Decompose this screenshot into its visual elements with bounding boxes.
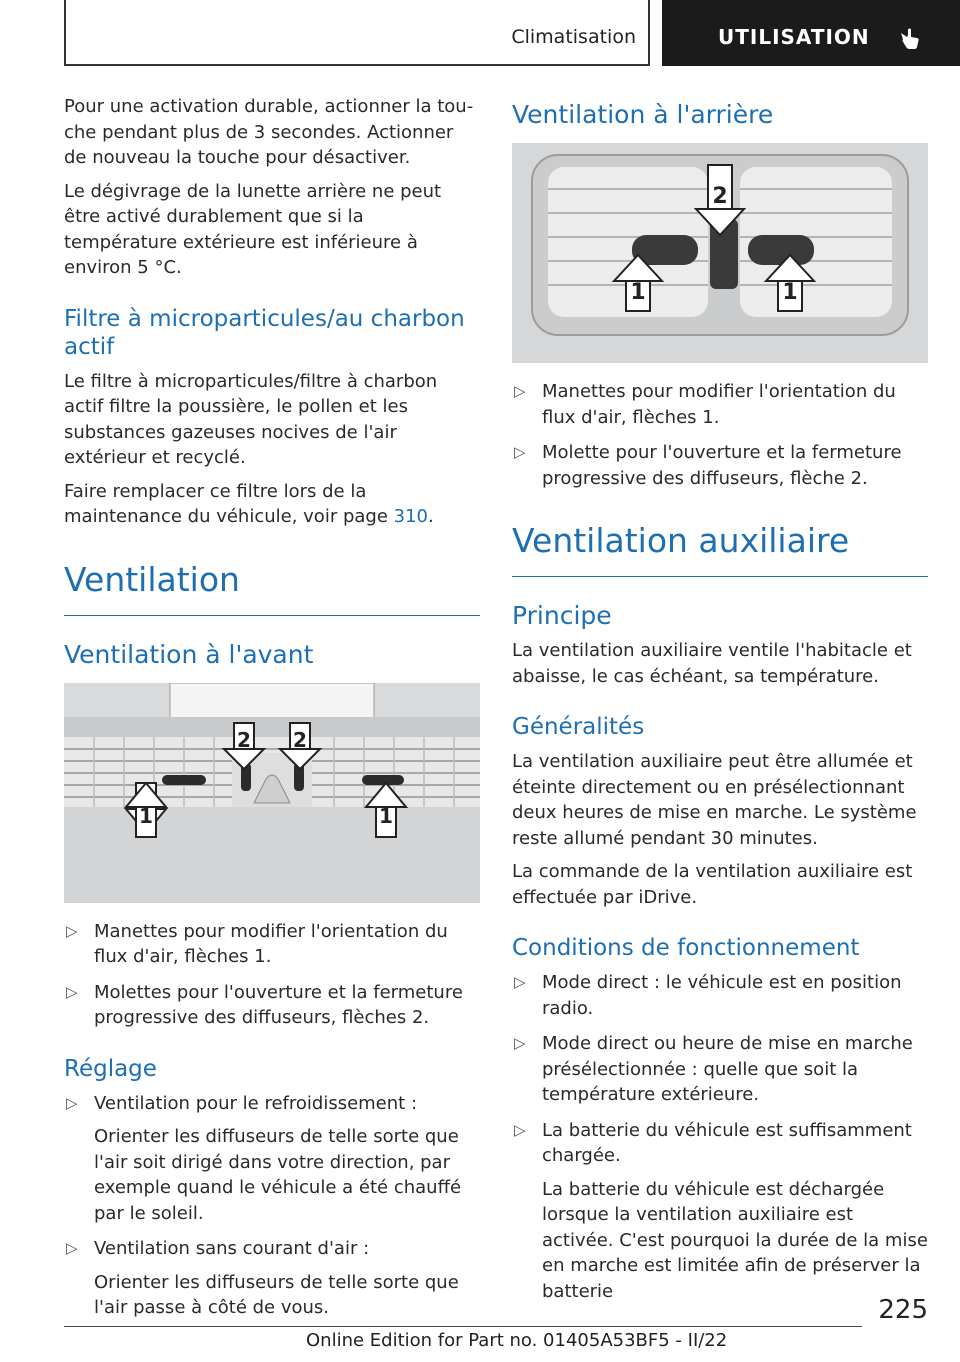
rear-vents-figure — [512, 143, 928, 363]
paragraph: Le dégivrage de la lunette arrière ne peut être activé durablement que si la température extérieure est inférieure à environ 5 °C. — [64, 180, 442, 278]
list-item-text: Molette pour l'ouverture et la fermeture progressive des diffuseurs, flèche 2. — [542, 442, 902, 489]
list-item — [512, 1118, 928, 1305]
front-heading: Ventilation à l'avant — [64, 639, 314, 669]
filter-heading: Filtre à microparticules/au charbon actif — [64, 305, 465, 360]
text: Faire remplacer ce filtre lors de la maintenance du véhicule, voir page — [64, 480, 394, 527]
header-chapter-tab — [662, 0, 960, 66]
paragraph — [64, 479, 480, 530]
list-item-text: La batterie du véhicule est suffisamment chargée. — [542, 1119, 912, 1166]
list-item — [512, 440, 928, 491]
rear-figure-label: 2 — [712, 184, 728, 209]
triangle-bullet-icon: ▷ — [514, 1120, 526, 1139]
front-figure-label: 2 — [293, 727, 307, 752]
triangle-bullet-icon: ▷ — [514, 973, 526, 991]
paragraph: Pour une activation durable, actionner la touche pendant plus de 3 secondes. Actionner de nouveau la touche pour désactiver. — [64, 96, 474, 168]
list-item — [512, 1031, 928, 1108]
front-figure-label: 1 — [379, 803, 393, 828]
generalites-heading: Généralités — [512, 714, 645, 740]
list-item-detail: La batterie du véhicule est déchargée lorsque la ventilation auxiliaire est activée. C'est pourquoi la durée de la mise en marche est limitée afin de préserver la batterie — [542, 1178, 928, 1302]
list-item-label: Ventilation pour le refroidissement : — [94, 1092, 418, 1114]
triangle-bullet-icon: ▷ — [66, 1093, 78, 1112]
list-item — [64, 980, 480, 1031]
triangle-bullet-icon: ▷ — [66, 921, 78, 940]
hand-pointer-icon — [898, 27, 922, 56]
list-item — [64, 1091, 480, 1227]
list-item-detail: Orienter les diffuseurs de telle sorte que l'air passe à côté de vous. — [94, 1271, 459, 1318]
rear-figure-label: 1 — [630, 280, 646, 305]
list-item-text: Mode direct ou heure de mise en marche présélectionnée : quelle que soit la température extérieure. — [542, 1033, 913, 1105]
section-heading-aux: Ventilation auxiliaire — [512, 521, 928, 577]
paragraph: La ventilation auxiliaire ventile l'habitacle et abaisse, le cas échéant, sa température. — [512, 640, 912, 687]
header-section-title: Climatisation — [511, 26, 636, 48]
header-chapter-title: UTILISATION — [718, 25, 870, 49]
rear-bullet-list — [512, 379, 928, 491]
rear-heading: Ventilation à l'arrière — [512, 100, 774, 129]
front-figure-label: 2 — [237, 727, 251, 752]
list-item-text: Molettes pour l'ouverture et la fermeture progressive des diffuseurs, flèches 2. — [94, 981, 463, 1028]
principe-heading: Principe — [512, 601, 612, 630]
triangle-bullet-icon: ▷ — [66, 1239, 78, 1257]
list-item-label: Ventilation sans courant d'air : — [94, 1238, 370, 1259]
footer-edition: Online Edition for Part no. 01405A53BF5 - II/22 — [306, 1330, 728, 1351]
right-column — [512, 94, 928, 1314]
triangle-bullet-icon: ▷ — [514, 382, 526, 400]
left-column — [64, 94, 480, 1331]
list-item-text: Manettes pour modifier l'orientation du flux d'air, flèches 1. — [542, 381, 896, 428]
triangle-bullet-icon: ▷ — [514, 1034, 526, 1052]
triangle-bullet-icon: ▷ — [66, 982, 78, 1001]
reglage-list — [64, 1091, 480, 1321]
list-item-text: Manettes pour modifier l'orientation du flux d'air, flèches 1. — [94, 920, 448, 967]
footer-divider — [64, 1326, 862, 1327]
conditions-heading: Conditions de fonctionnement — [512, 935, 860, 961]
paragraph: La ventilation auxiliaire peut être allumée et éteinte directement ou en présélectionnant deux heures de mise en marche. Le système reste allumé pendant 30 minutes. — [512, 751, 917, 849]
paragraph: La commande de la ventilation auxiliaire est effectuée par iDrive. — [512, 861, 913, 908]
list-item — [512, 970, 928, 1021]
list-item — [64, 919, 480, 970]
list-item — [512, 379, 928, 430]
text: . — [427, 506, 434, 527]
list-item-detail: Orienter les diffuseurs de telle sorte que l'air soit dirigé dans votre direction, par exemple quand le véhicule a été chauffé par le soleil. — [94, 1126, 462, 1224]
conditions-list — [512, 970, 928, 1304]
section-heading-ventilation: Ventilation — [64, 560, 480, 616]
page-link[interactable]: 310 — [393, 506, 428, 527]
front-figure-label: 1 — [139, 803, 153, 828]
page-number: 225 — [878, 1295, 928, 1325]
rear-figure-label: 1 — [782, 280, 798, 305]
triangle-bullet-icon: ▷ — [514, 443, 526, 461]
front-vents-figure — [64, 683, 480, 903]
paragraph: Le filtre à microparticules/filtre à charbon actif filtre la poussière, le pollen et les substances gazeuses nocives de l'air extérieur et recyclé. — [64, 370, 438, 468]
front-bullet-list — [64, 919, 480, 1031]
header-section-frame — [64, 0, 650, 66]
reglage-heading: Réglage — [64, 1055, 157, 1082]
list-item — [64, 1236, 480, 1321]
list-item-text: Mode direct : le véhicule est en position radio. — [542, 972, 902, 1019]
